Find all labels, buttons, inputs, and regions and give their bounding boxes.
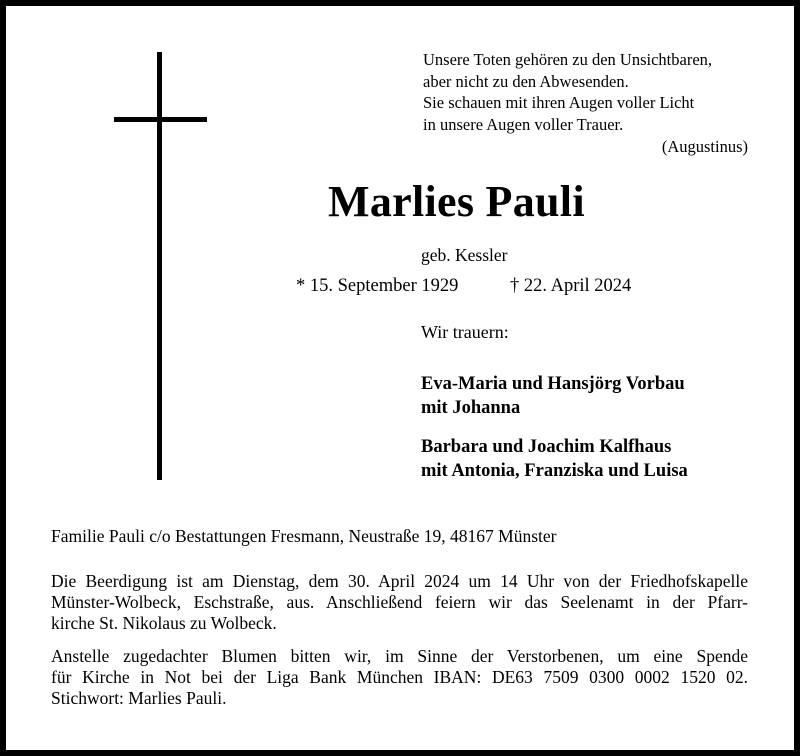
- poem-line: Sie schauen mit ihren Augen voller Licht: [423, 93, 695, 112]
- poem-author: (Augustinus): [661, 137, 748, 156]
- funeral-line: kirche St. Nikolaus zu Wolbeck.: [51, 613, 277, 633]
- mourner-family: [421, 372, 685, 420]
- donation-notice: [51, 646, 748, 709]
- funeral-notice: [51, 571, 748, 634]
- mourner-line: Eva-Maria und Hansjörg Vorbau: [421, 374, 685, 394]
- donation-line: für Kirche in Not bei der Liga Bank München IBAN: DE63 7509 0300 0002 1520 02.: [51, 667, 748, 687]
- poem-line: aber nicht zu den Abwesenden.: [423, 71, 629, 91]
- poem-quote: [423, 49, 712, 135]
- mourner-line: mit Johanna: [421, 398, 521, 418]
- funeral-line: Münster-Wolbeck, Eschstraße, aus. Anschließend feiern wir das Seelenamt in der Pfarr-: [51, 592, 748, 612]
- death-date: † 22. April 2024: [510, 276, 632, 296]
- funeral-line: Die Beerdigung ist am Dienstag, dem 30. April 2024 um 14 Uhr von der Friedhofskapelle: [51, 571, 748, 591]
- birth-name: geb. Kessler: [421, 245, 508, 265]
- birth-date: * 15. September 1929: [296, 276, 459, 296]
- mourner-line: mit Antonia, Franziska und Luisa: [421, 461, 688, 481]
- mourners-intro: Wir trauern:: [421, 322, 509, 342]
- cross-horizontal-bar: [114, 117, 207, 122]
- donation-line: Anstelle zugedachter Blumen bitten wir, im Sinne der Verstorbenen, um eine Spende: [51, 646, 748, 666]
- mourner-line: Barbara und Joachim Kalfhaus: [421, 437, 672, 457]
- donation-line: Stichwort: Marlies Pauli.: [51, 688, 227, 708]
- deceased-name: Marlies Pauli: [328, 177, 585, 226]
- poem-line: in unsere Augen voller Trauer.: [423, 114, 624, 134]
- contact-address: Familie Pauli c/o Bestattungen Fresmann, Neustraße 19, 48167 Münster: [51, 526, 557, 546]
- poem-line: Unsere Toten gehören zu den Unsichtbaren,: [423, 50, 713, 69]
- mourner-family: [421, 435, 688, 483]
